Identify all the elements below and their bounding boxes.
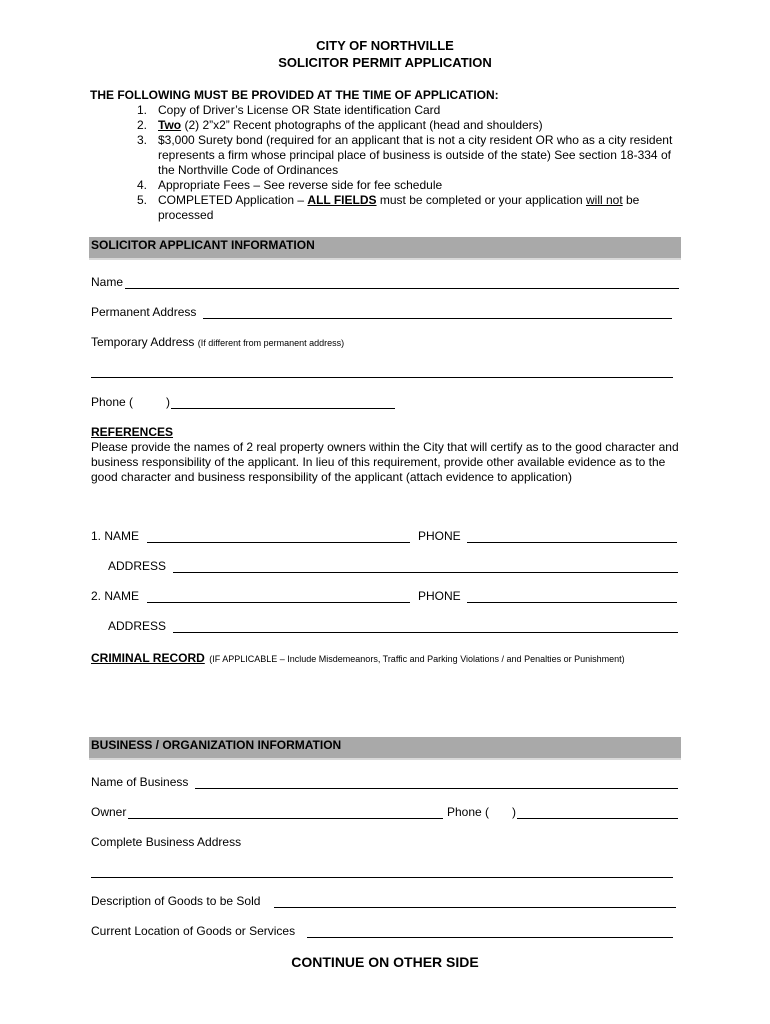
requirement-emphasis: Two xyxy=(158,118,182,132)
requirement-text: (2) 2”x2” Recent photographs of the applicant (head and shoulders) xyxy=(181,118,543,132)
name-label: Name xyxy=(91,275,124,289)
temporary-address-note: (If different from permanent address) xyxy=(197,338,345,348)
criminal-record-label: CRIMINAL RECORD xyxy=(91,651,205,665)
goods-location-field[interactable] xyxy=(307,937,673,938)
requirement-number: 2. xyxy=(137,118,148,132)
business-phone-paren: ) xyxy=(512,805,516,819)
requirement-emphasis: ALL FIELDS xyxy=(307,193,377,207)
references-text: Please provide the names of 2 real property owners within the City that will certify as to the good character and business responsibility of the applicant. In lieu of this requirement, provide other available evidence as to the good character and business responsibility of the applicant (attach evidence to application) xyxy=(91,440,679,484)
requirements-list xyxy=(90,103,690,223)
requirement-text: COMPLETED Application – xyxy=(158,193,308,207)
goods-location-label: Current Location of Goods or Services xyxy=(91,924,296,938)
business-name-field[interactable] xyxy=(195,788,678,789)
applicant-section-title: SOLICITOR APPLICANT INFORMATION xyxy=(91,238,315,252)
temporary-address-label xyxy=(91,335,344,351)
applicant-section-header xyxy=(89,237,681,260)
requirement-emphasis: will not xyxy=(585,193,623,207)
business-phone-label: Phone ( xyxy=(447,805,490,819)
business-section-header xyxy=(89,737,681,760)
ref2-address-field[interactable] xyxy=(173,632,678,633)
goods-description-label: Description of Goods to be Sold xyxy=(91,894,261,908)
ref1-phone-field[interactable] xyxy=(467,542,677,543)
requirement-number: 1. xyxy=(137,103,148,117)
form-title: SOLICITOR PERMIT APPLICATION xyxy=(278,55,492,70)
business-address-field[interactable] xyxy=(91,877,673,878)
business-address-label: Complete Business Address xyxy=(91,835,242,849)
requirement-number: 4. xyxy=(137,178,148,192)
ref2-name-field[interactable] xyxy=(147,602,410,603)
goods-description-field[interactable] xyxy=(274,907,676,908)
requirements-heading: THE FOLLOWING MUST BE PROVIDED AT THE TIME OF APPLICATION: xyxy=(90,88,499,102)
criminal-record-area[interactable] xyxy=(91,668,681,732)
permanent-address-field[interactable] xyxy=(203,318,672,319)
requirement-item xyxy=(90,133,678,178)
business-name-label: Name of Business xyxy=(91,775,189,789)
requirement-text: be processed xyxy=(158,193,640,222)
temporary-address-field[interactable] xyxy=(91,377,673,378)
city-title: CITY OF NORTHVILLE xyxy=(316,38,454,53)
phone-paren: ) xyxy=(166,395,170,409)
criminal-record-note: (IF APPLICABLE – Include Misdemeanors, Traffic and Parking Violations / and Penalties or Punishment) xyxy=(209,654,625,664)
requirement-text: $3,000 Surety bond (required for an applicant that is not a city resident OR who as a city resident represents a firm whose principal place of business is outside of the state) See section 18-334 of the Northville Code of Ordinances xyxy=(158,133,673,177)
phone-label: Phone ( xyxy=(91,395,134,409)
temporary-address-text: Temporary Address xyxy=(91,335,195,349)
permanent-address-label: Permanent Address xyxy=(91,305,197,319)
owner-field[interactable] xyxy=(128,818,443,819)
ref2-phone-field[interactable] xyxy=(467,602,677,603)
owner-label: Owner xyxy=(91,805,127,819)
requirement-item xyxy=(90,193,678,223)
requirement-item xyxy=(90,103,690,118)
ref1-address-label: ADDRESS xyxy=(108,559,167,573)
requirement-text: must be completed or your application xyxy=(376,193,586,207)
requirement-number: 3. xyxy=(137,133,148,147)
phone-field[interactable] xyxy=(171,408,395,409)
business-phone-field[interactable] xyxy=(517,818,678,819)
criminal-record xyxy=(91,649,691,667)
requirement-number: 5. xyxy=(137,193,148,207)
references-heading: REFERENCES xyxy=(91,425,174,439)
requirement-item xyxy=(90,178,690,193)
ref1-name-field[interactable] xyxy=(147,542,410,543)
requirement-text: Copy of Driver’s License OR State identification Card xyxy=(158,103,441,117)
requirement-item xyxy=(90,118,690,133)
ref2-address-label: ADDRESS xyxy=(108,619,167,633)
business-section-title: BUSINESS / ORGANIZATION INFORMATION xyxy=(91,738,342,752)
name-field[interactable] xyxy=(125,288,679,289)
ref2-name-label: 2. NAME xyxy=(91,589,140,603)
ref1-name-label: 1. NAME xyxy=(91,529,140,543)
ref1-phone-label: PHONE xyxy=(418,529,461,543)
ref2-phone-label: PHONE xyxy=(418,589,461,603)
requirement-text: Appropriate Fees – See reverse side for fee schedule xyxy=(158,178,443,192)
continue-notice: CONTINUE ON OTHER SIDE xyxy=(291,954,479,970)
ref1-address-field[interactable] xyxy=(173,572,678,573)
